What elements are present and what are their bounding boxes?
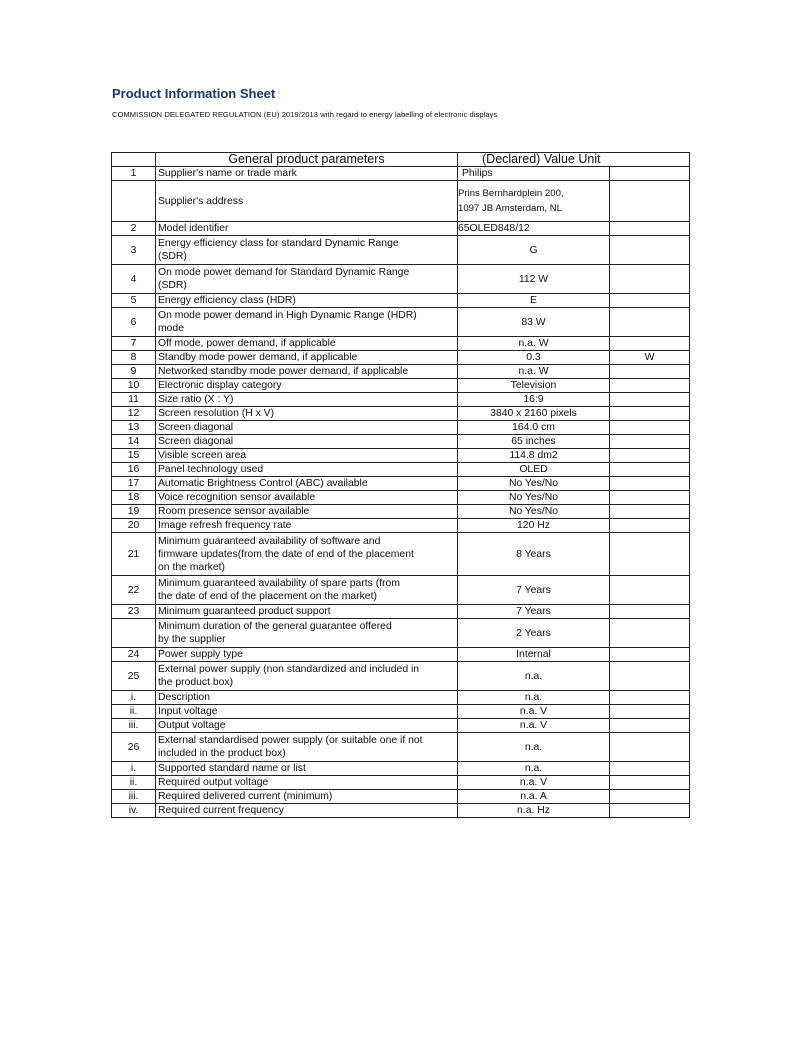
row-number: 18 (112, 491, 156, 505)
row-unit (610, 576, 690, 605)
row-unit (610, 619, 690, 648)
row-parameter: Power supply type (156, 648, 458, 662)
row-unit (610, 421, 690, 435)
row-number: 22 (112, 576, 156, 605)
row-value: 65OLED848/12 (458, 222, 610, 236)
table-row (112, 762, 690, 776)
row-parameter: External standardised power supply (or suitable one if not included in the product box) (156, 733, 458, 762)
row-parameter: Energy efficiency class (HDR) (156, 294, 458, 308)
row-number (112, 619, 156, 648)
table-row (112, 393, 690, 407)
table-row (112, 222, 690, 236)
table-row (112, 776, 690, 790)
row-parameter: Supplier's name or trade mark (156, 167, 458, 181)
table-row (112, 648, 690, 662)
row-number: iii. (112, 790, 156, 804)
row-unit (610, 733, 690, 762)
row-parameter: On mode power demand for Standard Dynamic Range (SDR) (156, 265, 458, 294)
row-value: 16:9 (458, 393, 610, 407)
header-param-cell: General product parameters (156, 153, 458, 167)
row-unit (610, 776, 690, 790)
row-number: 16 (112, 463, 156, 477)
table-row (112, 449, 690, 463)
table-row (112, 804, 690, 818)
row-number: 7 (112, 337, 156, 351)
table-row (112, 505, 690, 519)
table-row (112, 519, 690, 533)
row-number (112, 181, 156, 222)
row-parameter: Screen diagonal (156, 435, 458, 449)
row-parameter: Screen resolution (H x V) (156, 407, 458, 421)
row-parameter: Energy efficiency class for standard Dynamic Range (SDR) (156, 236, 458, 265)
table-row (112, 407, 690, 421)
table-row (112, 265, 690, 294)
row-value: 164.0 cm (458, 421, 610, 435)
table-row (112, 463, 690, 477)
row-unit (610, 762, 690, 776)
row-number: 24 (112, 648, 156, 662)
row-number: 13 (112, 421, 156, 435)
row-unit (610, 181, 690, 222)
row-value: 2 Years (458, 619, 610, 648)
table-row (112, 691, 690, 705)
row-parameter: Voice recognition sensor available (156, 491, 458, 505)
header-value-cell: (Declared) Value Unit (458, 153, 690, 167)
row-unit (610, 407, 690, 421)
row-parameter: Required current frequency (156, 804, 458, 818)
row-number: 19 (112, 505, 156, 519)
row-number: 6 (112, 308, 156, 337)
row-parameter: Room presence sensor available (156, 505, 458, 519)
row-value: 7 Years (458, 605, 610, 619)
row-unit (610, 463, 690, 477)
row-unit (610, 505, 690, 519)
row-value: No Yes/No (458, 505, 610, 519)
row-number: 14 (112, 435, 156, 449)
row-parameter: Model identifier (156, 222, 458, 236)
row-unit (610, 449, 690, 463)
row-unit (610, 804, 690, 818)
header-number-cell (112, 153, 156, 167)
row-parameter: Size ratio (X : Y) (156, 393, 458, 407)
table-row (112, 477, 690, 491)
row-unit (610, 648, 690, 662)
row-unit (610, 719, 690, 733)
product-parameters-table (111, 152, 690, 818)
row-unit (610, 337, 690, 351)
row-unit (610, 308, 690, 337)
table-row (112, 337, 690, 351)
page-title: Product Information Sheet (112, 86, 276, 101)
row-parameter: On mode power demand in High Dynamic Range (HDR) mode (156, 308, 458, 337)
row-value: n.a. (458, 762, 610, 776)
row-value: 7 Years (458, 576, 610, 605)
table-row (112, 705, 690, 719)
row-parameter: Standby mode power demand, if applicable (156, 351, 458, 365)
row-number: 15 (112, 449, 156, 463)
row-unit (610, 491, 690, 505)
row-unit: W (610, 351, 690, 365)
row-unit (610, 662, 690, 691)
row-unit (610, 519, 690, 533)
row-number: 17 (112, 477, 156, 491)
row-value: No Yes/No (458, 491, 610, 505)
row-unit (610, 265, 690, 294)
row-number: 26 (112, 733, 156, 762)
row-number: iv. (112, 804, 156, 818)
row-number: 12 (112, 407, 156, 421)
row-unit (610, 167, 690, 181)
row-value: 83 W (458, 308, 610, 337)
row-parameter: Supplier's address (156, 181, 458, 222)
row-value: 0.3 (458, 351, 610, 365)
row-parameter: Minimum guaranteed availability of software and firmware updates(from the date of end of the placement on the market) (156, 533, 458, 576)
row-number: 2 (112, 222, 156, 236)
row-parameter: Input voltage (156, 705, 458, 719)
row-number: 8 (112, 351, 156, 365)
row-unit (610, 365, 690, 379)
row-parameter: Required delivered current (minimum) (156, 790, 458, 804)
row-unit (610, 477, 690, 491)
row-value: 112 W (458, 265, 610, 294)
row-number: 9 (112, 365, 156, 379)
table-row (112, 294, 690, 308)
row-value: 120 Hz (458, 519, 610, 533)
row-number: 10 (112, 379, 156, 393)
row-value: n.a. V (458, 705, 610, 719)
table-row (112, 533, 690, 576)
row-number: ii. (112, 705, 156, 719)
row-unit (610, 294, 690, 308)
row-parameter: Description (156, 691, 458, 705)
row-value: n.a. V (458, 776, 610, 790)
row-parameter: Networked standby mode power demand, if applicable (156, 365, 458, 379)
row-value: n.a. V (458, 719, 610, 733)
row-number: 11 (112, 393, 156, 407)
row-number: ii. (112, 776, 156, 790)
row-parameter: Off mode, power demand, if applicable (156, 337, 458, 351)
row-number: 5 (112, 294, 156, 308)
table-row (112, 365, 690, 379)
row-unit (610, 236, 690, 265)
row-parameter: Visible screen area (156, 449, 458, 463)
table-row (112, 662, 690, 691)
table-row (112, 605, 690, 619)
table-row (112, 576, 690, 605)
table-row (112, 181, 690, 222)
table-row (112, 308, 690, 337)
table-row (112, 491, 690, 505)
row-number: 25 (112, 662, 156, 691)
page-subtitle: COMMISSION DELEGATED REGULATION (EU) 2019/2013 with regard to energy labelling of electronic displays (112, 110, 498, 119)
row-unit (610, 533, 690, 576)
row-unit (610, 393, 690, 407)
row-value: 8 Years (458, 533, 610, 576)
row-value: n.a. W (458, 337, 610, 351)
row-unit (610, 222, 690, 236)
row-parameter: External power supply (non standardized and included in the product box) (156, 662, 458, 691)
row-number: 23 (112, 605, 156, 619)
row-value: 114.8 dm2 (458, 449, 610, 463)
table-row (112, 236, 690, 265)
table-row (112, 167, 690, 181)
row-unit (610, 605, 690, 619)
row-number: iii. (112, 719, 156, 733)
row-value: Internal (458, 648, 610, 662)
row-parameter: Output voltage (156, 719, 458, 733)
row-unit (610, 435, 690, 449)
row-value: Philips (458, 167, 610, 181)
row-parameter: Screen diagonal (156, 421, 458, 435)
table-row (112, 733, 690, 762)
row-unit (610, 379, 690, 393)
row-unit (610, 705, 690, 719)
table-row (112, 379, 690, 393)
row-value: n.a. (458, 733, 610, 762)
row-parameter: Supported standard name or list (156, 762, 458, 776)
row-number: i. (112, 691, 156, 705)
row-parameter: Required output voltage (156, 776, 458, 790)
row-number: 21 (112, 533, 156, 576)
row-number: 4 (112, 265, 156, 294)
row-number: 3 (112, 236, 156, 265)
row-parameter: Minimum guaranteed product support (156, 605, 458, 619)
row-parameter: Minimum guaranteed availability of spare parts (from the date of end of the placement on the market) (156, 576, 458, 605)
row-value: G (458, 236, 610, 265)
row-value: 65 inches (458, 435, 610, 449)
row-value: n.a. (458, 691, 610, 705)
row-value: No Yes/No (458, 477, 610, 491)
row-value: n.a. Hz (458, 804, 610, 818)
row-parameter: Electronic display category (156, 379, 458, 393)
row-parameter: Minimum duration of the general guarantee offered by the supplier (156, 619, 458, 648)
row-number: 1 (112, 167, 156, 181)
row-value: Television (458, 379, 610, 393)
row-number: 20 (112, 519, 156, 533)
row-number: i. (112, 762, 156, 776)
row-value: n.a. (458, 662, 610, 691)
table-row (112, 719, 690, 733)
table-row (112, 619, 690, 648)
table-header-row (112, 153, 690, 167)
row-value: n.a. A (458, 790, 610, 804)
row-parameter: Image refresh frequency rate (156, 519, 458, 533)
row-value: 3840 x 2160 pixels (458, 407, 610, 421)
row-value: OLED (458, 463, 610, 477)
table-row (112, 790, 690, 804)
row-unit (610, 691, 690, 705)
table-row (112, 435, 690, 449)
row-parameter: Automatic Brightness Control (ABC) available (156, 477, 458, 491)
row-value: n.a. W (458, 365, 610, 379)
row-parameter: Panel technology used (156, 463, 458, 477)
row-unit (610, 790, 690, 804)
table-row (112, 351, 690, 365)
table-row (112, 421, 690, 435)
row-value: Prins Bernhardplein 200, 1097 JB Amsterdam, NL (458, 181, 610, 222)
row-value: E (458, 294, 610, 308)
